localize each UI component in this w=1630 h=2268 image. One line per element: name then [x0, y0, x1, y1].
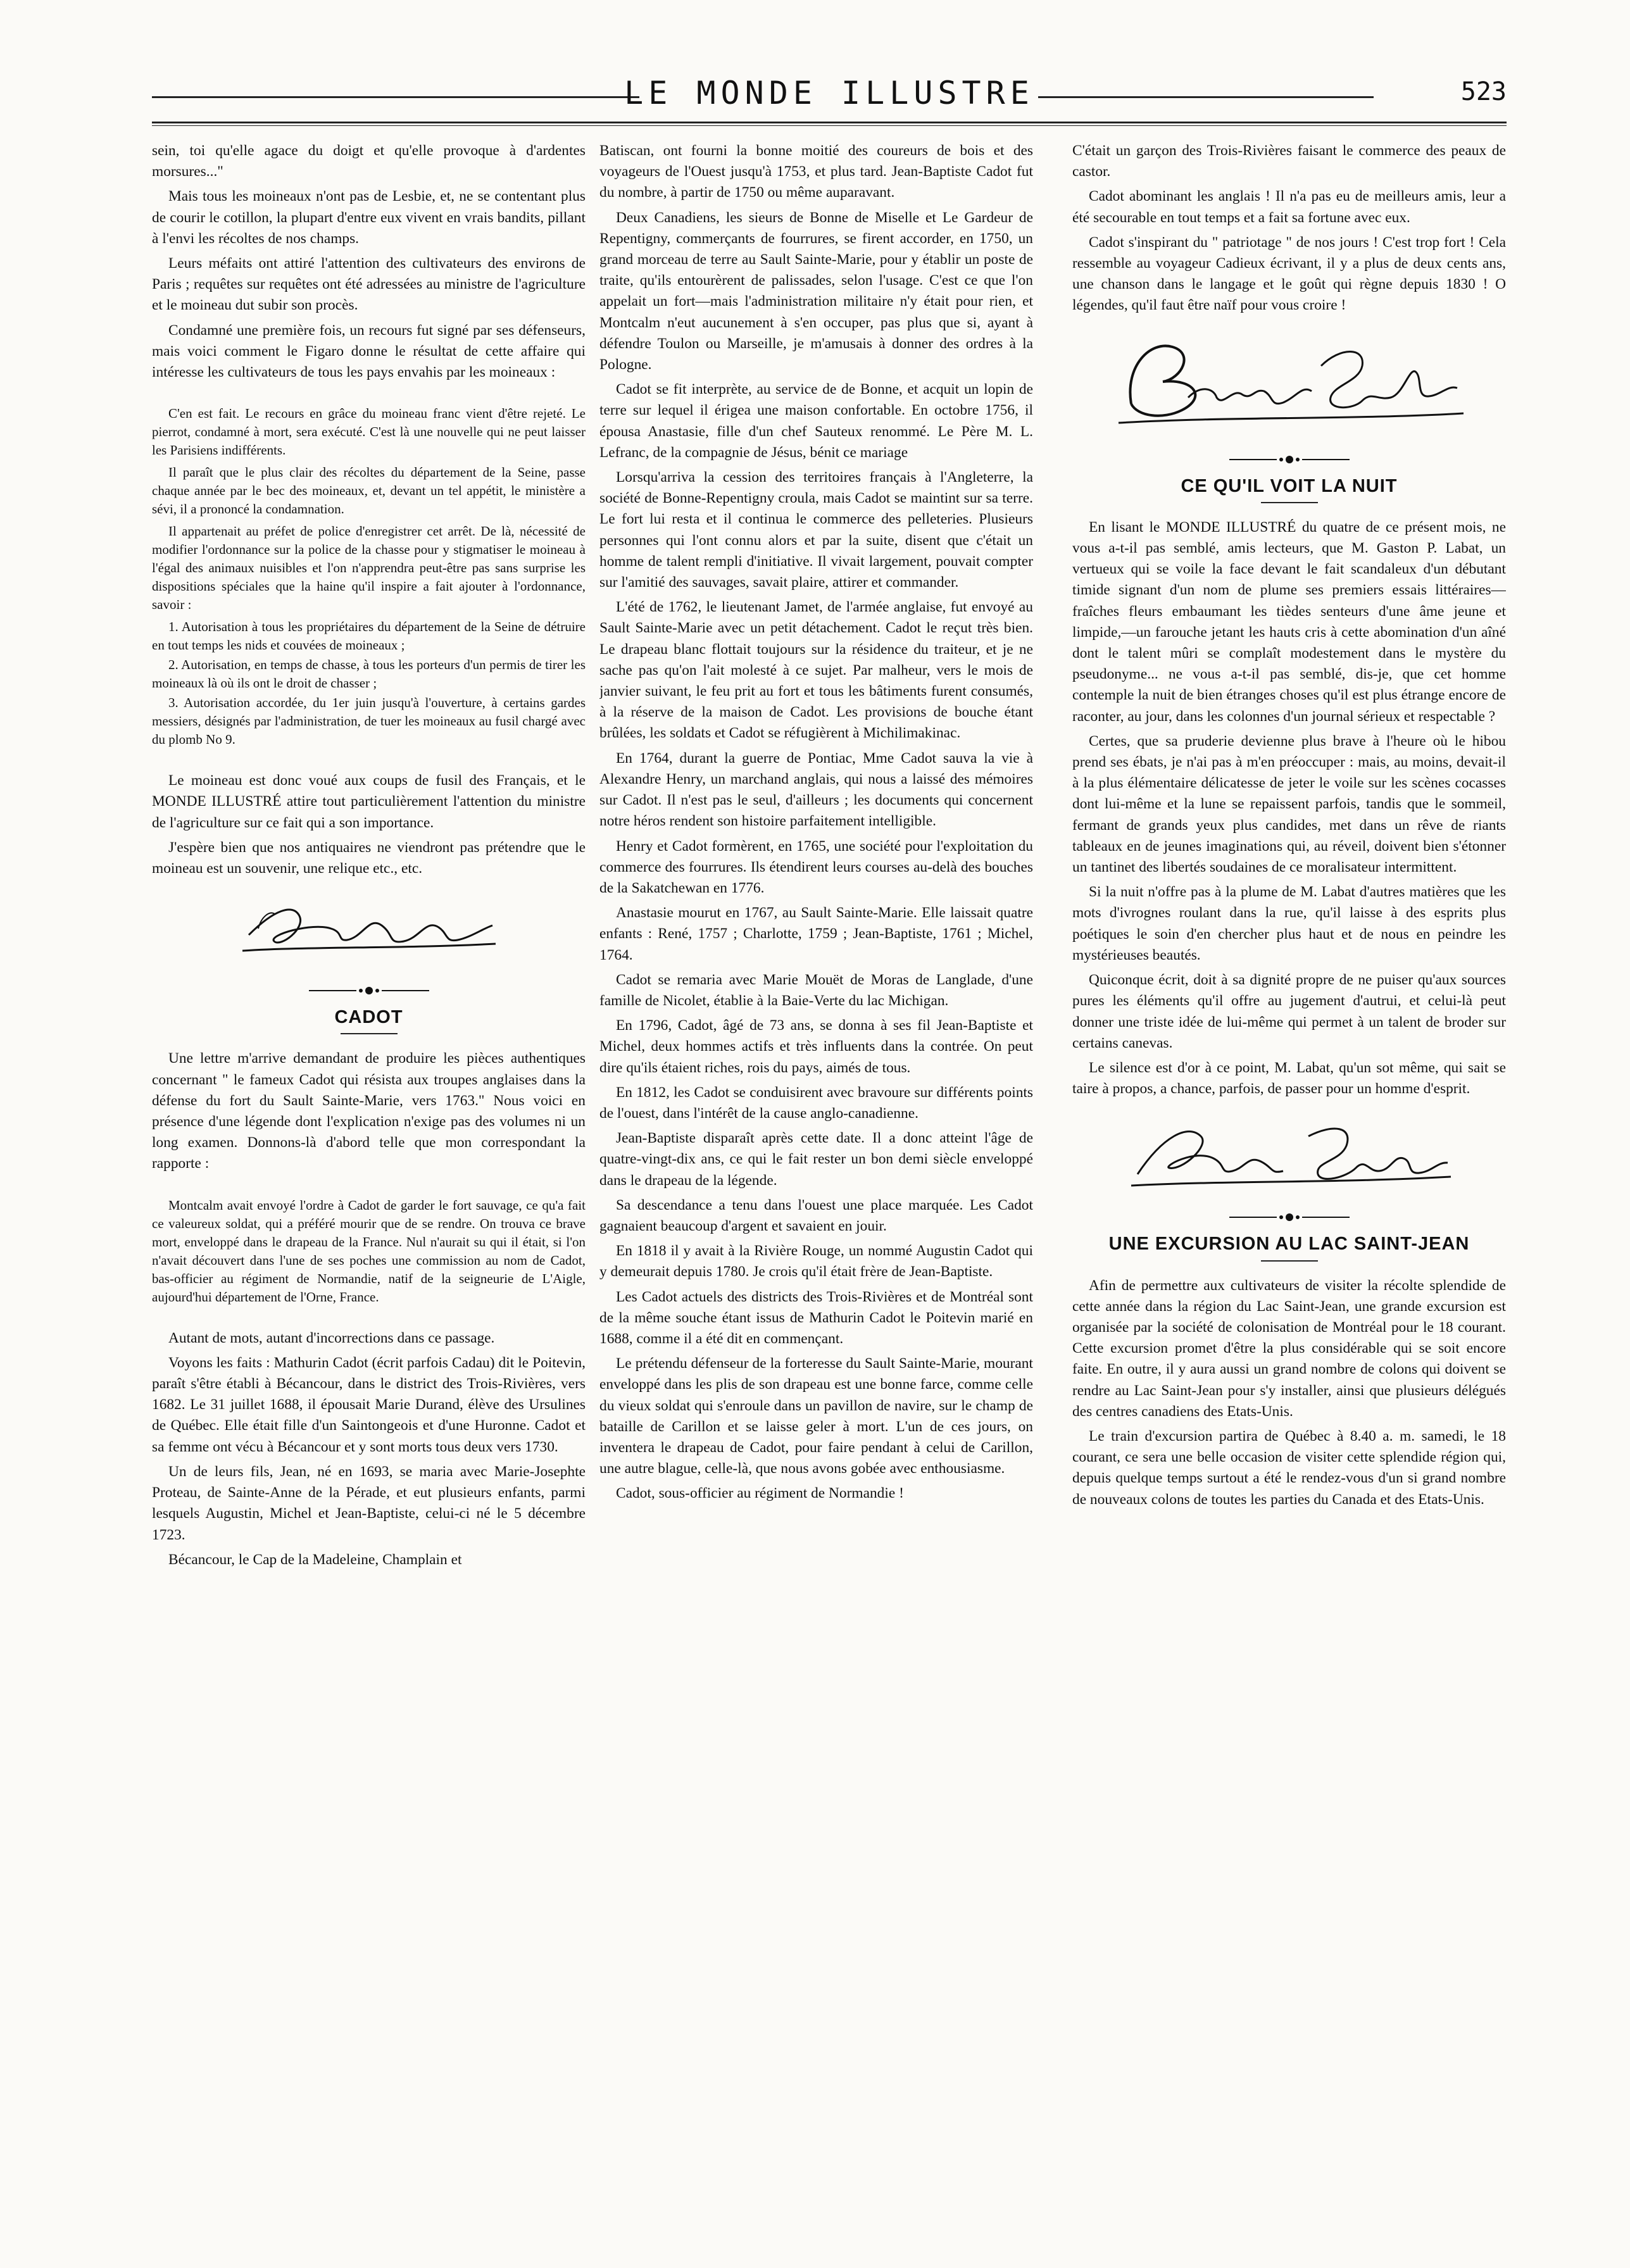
signature-flourish-icon: [236, 891, 502, 967]
column-1: [152, 141, 586, 2217]
paragraph: En 1796, Cadot, âgé de 73 ans, se donna à ses fil Jean-Baptiste et Michel, deux hommes actifs et très influents dans la contrée. On peut dire qu'ils étaient riches, rois du pays, aimés de tous.: [599, 1017, 1033, 1076]
section-title-ce-qu-il-voit-la-nuit: CE QU'IL VOIT LA NUIT: [1181, 475, 1398, 496]
page-number: 523: [1460, 77, 1507, 106]
list-item: 2. Autorisation, en temps de chasse, à tous les porteurs d'un permis de tirer les moineaux là où ils ont le droit de chasser ;: [152, 657, 586, 691]
paragraph: En 1764, durant la guerre de Pontiac, Mme Cadot sauva la vie à Alexandre Henry, un marchand anglais, qui nous a laissé des mémoires sur Cadot. Il n'est pas le seul, d'ailleurs ; les documents qui concernent notre héros rendent son histoire parfaitement intelligible.: [599, 749, 1033, 830]
paragraph: En 1812, les Cadot se conduisirent avec bravoure sur différents points de l'ouest, dans l'intérêt de la cause anglo-canadienne.: [599, 1084, 1033, 1122]
paragraph: Un de leurs fils, Jean, né en 1693, se maria avec Marie-Josephte Proteau, de Sainte-Anne de la Pérade, et eut plusieurs enfants, parmi lesquels Augustin, Michel et Jean-Baptiste, celui-ci né le 5 décembre 1723.: [152, 1463, 586, 1543]
ornament-divider-icon: [1229, 1211, 1350, 1224]
signature-flourish-icon: [1125, 1111, 1454, 1193]
paragraph: Cadot, sous-officier au régiment de Normandie !: [616, 1485, 904, 1502]
paragraph: Cadot se remaria avec Marie Mouët de Moras de Langlade, d'une famille de Nicolet, établie à la Baie-Verte du lac Michigan.: [599, 971, 1033, 1009]
paragraph: Deux Canadiens, les sieurs de Bonne de Miselle et Le Gardeur de Repentigny, commerçants de fourrures, se firent accorder, en 1750, un grand morceau de terre au Sault Sainte-Marie, pour y établir un poste de traite, qu'ils entourèrent de palissades, selon l'usage. C'est ce que l'on appelait un fort—mais l'administration militaire n'y était pour rien, et Montcalm n'eut aucunement à s'en occuper, pas plus que si, ayant à défendre Toulon ou Marseille, je m'amusais à donner des ordres à la Pologne.: [599, 209, 1033, 373]
section-title-excursion-lac-saint-jean: UNE EXCURSION AU LAC SAINT-JEAN: [1108, 1234, 1470, 1255]
paragraph: Anastasie mourut en 1767, au Sault Sainte-Marie. Elle laissait quatre enfants : René, 1757 ; Charlotte, 1759 ; Jean-Baptiste, 1761 ; Michel, 1764.: [599, 905, 1033, 963]
section-title-cadot: CADOT: [334, 1007, 403, 1028]
quoted-paragraph: C'en est fait. Le recours en grâce du moineau franc vient d'être rejeté. Le pierrot, condamné à mort, sera exécuté. C'est là une nouvelle qui ne peut laisser les Parisiens indifférents.: [152, 406, 586, 458]
paragraph: En 1818 il y avait à la Rivière Rouge, un nommé Augustin Cadot qui y demeurait depuis 1780. Je crois qu'il était frère de Jean-Baptiste.: [599, 1243, 1033, 1281]
paragraph: Le moineau est donc voué aux coups de fusil des Français, et le MONDE ILLUSTRÉ attire tout particulièrement l'attention du ministre de l'agriculture sur ce fait qui a son importance.: [152, 772, 586, 831]
paragraph: Voyons les faits : Mathurin Cadot (écrit parfois Cadau) dit le Poitevin, paraît s'être établi à Bécancour, dans le district des Trois-Rivières, vers 1682. Le 31 juillet 1688, il épousait Marie Durand, élève des Ursulines de Québec. Elle était fille d'un Saintongeois et d'une Huronne. Cadot et sa femme ont vécu à Bécancour et y sont morts tous deux vers 1730.: [152, 1354, 586, 1455]
paragraph: Cadot s'inspirant du " patriotage " de nos jours ! C'est trop fort ! Cela ressemble au voyageur Cadieux écrivant, il y a plus de deux cents ans, une chanson dans le langage et le goût qui règne depuis 1830 ! O légendes, qu'il faut être naïf pour vous croire !: [1072, 234, 1506, 314]
paragraph: Jean-Baptiste disparaît après cette date. Il a donc atteint l'âge de quatre-vingt-dix ans, ce qui le fait rester un bon demi siècle enveloppé dans le drapeau de la légende.: [599, 1130, 1033, 1189]
ornament-divider-icon: [1229, 453, 1350, 466]
paragraph: Mais tous les moineaux n'ont pas de Lesbie, et, ne se contentant plus de courir le cotillon, la plupart d'entre eux vivent en vrais bandits, pillant à l'envi les récoltes de nos champs.: [152, 188, 586, 247]
ordinance-list: [152, 618, 586, 749]
masthead-title: LE MONDE ILLUSTRE: [624, 75, 1034, 111]
paragraph: Henry et Cadot formèrent, en 1765, une société pour l'exploitation du commerce des fourrures. Ils étendirent leurs courses au-delà des bouches de la Sakatchewan en 1776.: [599, 837, 1033, 896]
page-header: [152, 75, 1507, 120]
quoted-paragraph: Il paraît que le plus clair des récoltes du département de la Seine, passe chaque année par le bec des moineaux, et, devant un tel appétit, le ministère a sévi, il a prononcé la condamnation.: [152, 465, 586, 517]
paragraph: Certes, que sa pruderie devienne plus brave à l'heure où le hibou prend ses ébats, je n'ai pas à m'en préoccuper : mais, au moins, devait-il à la plus élémentaire délicatesse de jeter le voile sur les scènes cocasses dont lui-même et la lune se repaissent parfois, tandis que le sommeil, fermant de grands yeux plus candides, met dans un rêve de riants tableaux en de jeunes imaginations qui, au réveil, doivent bien s'étonner un tantinet des libertés soudaines de ce moralisateur intermittent.: [1072, 732, 1506, 876]
paragraph: Le train d'excursion partira de Québec à 8.40 a. m. samedi, le 18 courant, ce sera une belle occasion de visiter cette splendide région qui, depuis quelque temps surtout a été le rendez-vous d'un si grand nombre de nouveaux colons de toutes les parties du Canada et des Etats-Unis.: [1072, 1427, 1506, 1508]
paragraph: Batiscan, ont fourni la bonne moitié des coureurs de bois et des voyageurs de l'Ouest jusqu'à 1753, et plus tard. Jean-Baptiste Cadot fut du nombre, à partir de 1750 ou même auparavant.: [599, 142, 1033, 201]
paragraph: J'espère bien que nos antiquaires ne viendront pas prétendre que le moineau est un souvenir, une relique etc., etc.: [152, 839, 586, 877]
paragraph: En lisant le MONDE ILLUSTRÉ du quatre de ce présent mois, ne vous a-t-il pas semblé, amis lecteurs, que M. Gaston P. Labat, un vertueux qui se voile la face devant le fait scandaleux d'un débutant timide signant d'un nom de plume ses premiers essais littéraires—fraîches fleurs embaumant les tièdes senteurs d'une âme jeune et limpide,—un farouche jetant les hauts cris à cette abomination d'un aîné dont le talent mûri se complaît modestement dans le mystère du pseudonyme... ne vous a-t-il pas semblé, dis-je, que cet homme contemple la nuit de bien étranges choses qu'il est plus étrange encore de raconter, au jour, dans les colonnes d'un journal sérieux et respectable ?: [1072, 518, 1506, 725]
paragraph: Lorsqu'arriva la cession des territoires français à l'Angleterre, la société de Bonne-Repentigny croula, mais Cadot se maintint sur sa terre. Le fort lui resta et il continua le commerce des pelleteries. Plusieurs personnes qui l'ont connu alors et par la suite, disent que c'était un homme de talent rempli d'initiative. Il vivait largement, pouvait compter sur l'amitié des sauvages, savait plaire, attirer et commander.: [599, 469, 1033, 591]
header-rule-right: [1038, 96, 1374, 98]
paragraph: Le silence est d'or à ce point, M. Labat, qu'un sot même, qui sait se taire à propos, a chance, parfois, de passer pour un homme d'esprit.: [1072, 1059, 1506, 1098]
paragraph: L'été de 1762, le lieutenant Jamet, de l'armée anglaise, fut envoyé au Sault Sainte-Marie avec un petit détachement. Cadot le reçut très bien. Le drapeau blanc flottait toujours sur la résidence du traiteur, et je ne sache pas qu'on l'ait molesté à ce sujet. Par malheur, vers le mois de janvier suivant, le feu prit au fort et tous les bâtiments furent consumés, à la réserve de la maison de Cadot. Les provisions de bouche étant brûlées, les soldats et Cadot se réfugièrent à Michilimakinac.: [599, 599, 1033, 742]
paragraph: Afin de permettre aux cultivateurs de visiter la récolte splendide de cette année dans la région du Lac Saint-Jean, une grande excursion est organisée par la société de colonisation de Montréal pour le 18 courant. Cette excursion promet d'être la plus considérable qui se soit encore faite. En outre, il y aura aussi un grand nombre de colons qui doivent se rendre au Lac Saint-Jean pour s'y installer, ainsi que plusieurs délégués des centres canadiens des Etats-Unis.: [1072, 1277, 1506, 1420]
header-double-rule-thin: [152, 125, 1507, 126]
column-3: [1072, 141, 1506, 2217]
paragraph: Condamné une première fois, un recours fut signé par ses défenseurs, mais voici comment le Figaro donne le résultat de cette affaire qui intéresse les cultivateurs de tous les pays envahis par les moineaux :: [152, 322, 586, 381]
paragraph: Le prétendu défenseur de la forteresse du Sault Sainte-Marie, mourant enveloppé dans les plis de son drapeau est une bonne farce, comme celle du vieux soldat qui s'enroule dans un pavillon de navire, sur le champ de bataille de Carillon et se laisse geler à mort. L'un de ces jours, on inventera le drapeau de Cadot, pour faire pendant à celui de Carillon, une autre blague, celle-là, que nous avons gobée avec enthousiasme.: [599, 1355, 1033, 1477]
quoted-paragraph: Il appartenait au préfet de police d'enregistrer cet arrêt. De là, nécessité de modifier l'ordonnance sur la police de la chasse pour y stigmatiser le moineau à l'égal des animaux nuisibles et l'on n'apprendra peut-être pas sans surprise les dispositions spéciales que la haine qu'il inspire a fait ajouter à l'ordonnance, savoir :: [152, 523, 586, 613]
paragraph: Quiconque écrit, doit à sa dignité propre de ne puiser qu'aux sources pures les éléments qu'il offre au jugement d'autrui, et celui-là peut donner une triste idée de lui-même qui permet à un talent de broder sur certains canevas.: [1072, 972, 1506, 1051]
paragraph: Sa descendance a tenu dans l'ouest une place marquée. Les Cadot gagnaient beaucoup d'argent et savaient en jouir.: [599, 1196, 1033, 1234]
paragraph: sein, toi qu'elle agace du doigt et qu'elle provoque à d'ardentes morsures...": [152, 142, 586, 180]
paragraph: Leurs méfaits ont attiré l'attention des cultivateurs des environs de Paris ; requêtes sur requêtes ont été adressées au ministre de l'agriculture et le moineau dut subir son procès.: [152, 255, 586, 314]
column-2: [599, 141, 1033, 2217]
paragraph: Une lettre m'arrive demandant de produire les pièces authentiques concernant " le fameux Cadot qui résista aux troupes anglaises dans la défense du fort du Sault Sainte-Marie, vers 1763." Nous voici en présence d'une légende dont l'explication n'exige pas des volumes ni un long examen. Donnons-là d'abord telle que mon correspondant la rapporte :: [152, 1050, 586, 1172]
paragraph: Les Cadot actuels des districts des Trois-Rivières et de Montréal sont de la même souche étant issus de Mathurin Cadot le Poitevin marié en 1688, comme il a été dit en commençant.: [599, 1288, 1033, 1347]
signature-flourish-icon: [1112, 328, 1467, 435]
paragraph: C'était un garçon des Trois-Rivières faisant le commerce des peaux de castor.: [1072, 142, 1506, 180]
list-item: 3. Autorisation accordée, du 1er juin jusqu'à l'ouverture, à certains gardes messiers, désignés par l'administration, de tuer les moineaux au fusil chargé avec du plomb No 9.: [152, 695, 586, 748]
paragraph: Cadot abominant les anglais ! Il n'a pas eu de meilleurs amis, leur a été secourable en tout temps et a fait sa fortune avec eux.: [1072, 188, 1506, 226]
paragraph: Si la nuit n'offre pas à la plume de M. Labat d'autres matières que les mots d'ivrognes roulant dans la rue, qu'il laisse à des esprits plus poétiques le soin d'en chercher plus haut et de nous en peindre les mystérieuses beautés.: [1072, 884, 1506, 963]
list-item: 1. Autorisation à tous les propriétaires du département de la Seine de détruire en tout temps les nids et couvées de moineaux ;: [152, 619, 586, 653]
paragraph: Bécancour, le Cap de la Madeleine, Champlain et: [168, 1551, 462, 1568]
paragraph: Cadot se fit interprète, au service de de Bonne, et acquit un lopin de terre sur lequel il érigea une maison confortable. En octobre 1756, il épousa Anastasie, fille d'un chef Sauteux renommé. Le Père M. L. Lefranc, de la compagnie de Jésus, bénit ce mariage: [599, 381, 1033, 461]
ornament-divider-icon: [309, 984, 429, 997]
paragraph: Autant de mots, autant d'incorrections dans ce passage.: [168, 1329, 495, 1346]
quoted-paragraph: Montcalm avait envoyé l'ordre à Cadot de garder le fort sauvage, ce qu'a fait ce valeureux soldat, qui a préféré mourir que de se rendre. On trouva ce brave mort, enveloppé dans le drapeau de la France. Nul n'aurait su qui il était, si l'on n'avait découvert dans l'une de ses poches une commission au nom de Cadot, bas-officier au régiment de Normandie, natif de la seigneurie de L'Aigle, aujourd'hui département de l'Orne, France.: [152, 1197, 586, 1305]
header-double-rule: [152, 122, 1507, 123]
